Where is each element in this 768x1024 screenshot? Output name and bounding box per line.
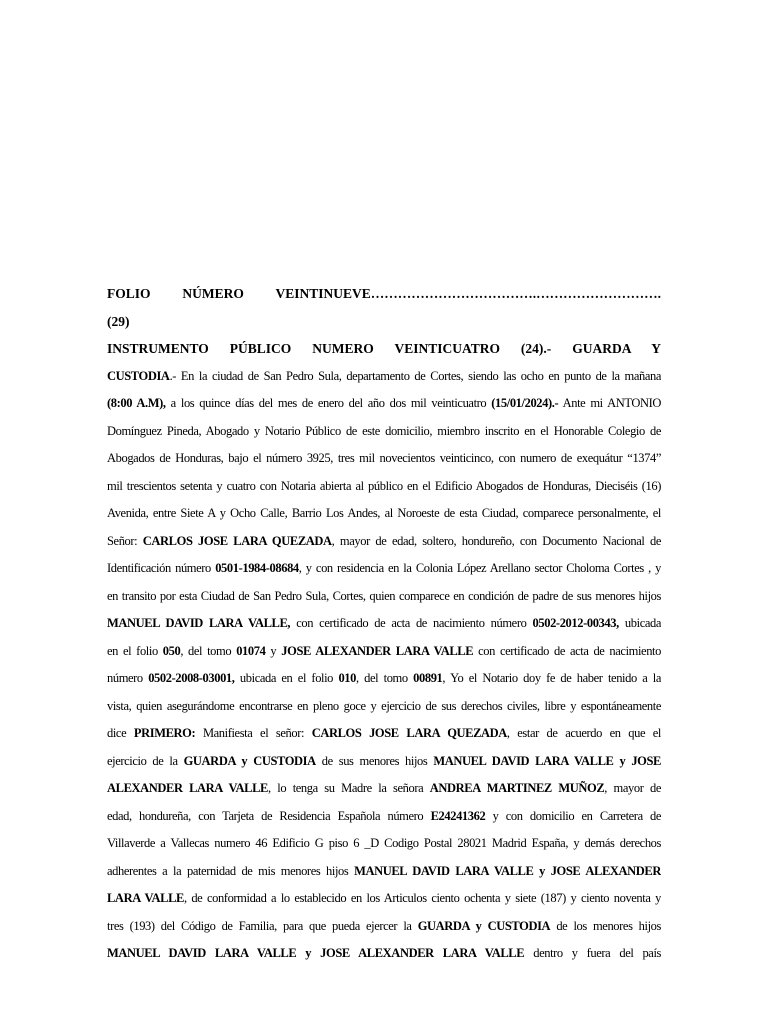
bold-text: (8:00 A.M), — [107, 396, 166, 410]
text-run: , estar de acuerdo en que el — [506, 726, 661, 740]
text-run: edad, hondureña, con Tarjeta de Residencia Española número — [107, 808, 431, 823]
text-run: Manifiesta el señor: — [195, 726, 312, 740]
text-run: ubicada en el folio — [234, 671, 339, 685]
bold-text: PRIMERO: — [133, 726, 196, 740]
bold-text: JOSE ALEXANDER LARA VALLE — [281, 643, 474, 658]
text-run: con certificado de acta de nacimiento — [473, 643, 661, 658]
text-run: con certificado de acta de nacimiento número — [290, 616, 533, 630]
bold-text: ANDREA MARTINEZ MUÑOZ — [429, 781, 605, 795]
text-run: , de conformidad a lo establecido en los Articulos ciento ochenta y siete (187) y ciento noventa y — [183, 891, 661, 905]
text-run: Ante mi ANTONIO — [558, 396, 661, 410]
bold-text: GUARDA y CUSTODIA — [417, 918, 551, 933]
text-run: Señor: — [107, 533, 143, 548]
text-run: a los quince días del mes de enero del año dos mil veinticuatro — [165, 396, 492, 410]
text-run: , del tomo — [356, 671, 414, 685]
paragraph-line — [107, 748, 661, 776]
text-run: , lo tenga su Madre la señora — [268, 781, 430, 795]
document-body — [107, 280, 661, 968]
bold-text: ALEXANDER LARA VALLE — [107, 781, 268, 795]
text-run: tres (193) del Código de Familia, para que pueda ejercer la — [107, 918, 418, 933]
text-run: adherentes a la paternidad de mis menores hijos — [107, 863, 355, 878]
paragraph-line — [107, 775, 661, 803]
paragraph-line — [107, 830, 661, 858]
text-run: en el folio — [107, 643, 163, 658]
folio-title: FOLIO NÚMERO VEINTINUEVE……………………………….………………………. — [107, 286, 661, 301]
paragraph-line — [107, 390, 661, 418]
paragraph-line — [107, 610, 661, 638]
paragraph-line — [107, 418, 661, 446]
bold-text: CARLOS JOSE LARA QUEZADA — [311, 726, 507, 740]
bold-text: LARA VALLE — [107, 891, 184, 905]
text-run: , mayor de — [604, 781, 661, 795]
paragraph-line — [107, 528, 661, 556]
text-run: mil trescientos setenta y cuatro con Notaria abierta al público en el Edificio Abogados de Honduras, Dieciséis (16) — [107, 478, 661, 493]
instrument-title: INSTRUMENTO PÚBLICO NUMERO VEINTICUATRO (24).- GUARDA Y — [107, 341, 661, 356]
bold-text: 0502-2008-03001, — [148, 671, 235, 685]
text-run: de sus menores hijos — [315, 753, 434, 768]
document-paragraph — [107, 363, 661, 968]
text-run: Avenida, entre Siete A y Ocho Calle, Barrio Los Andes, al Noroeste de esta Ciudad, comparece personalmente, el — [107, 506, 661, 520]
bold-text: MANUEL DAVID LARA VALLE y JOSE ALEXANDER — [354, 863, 661, 878]
bold-text: CARLOS JOSE LARA QUEZADA — [142, 533, 332, 548]
bold-text: 0501-1984-08684 — [215, 561, 299, 575]
paragraph-line — [107, 500, 661, 528]
paragraph-line — [107, 555, 661, 583]
text-run: , del tomo — [180, 643, 237, 658]
paragraph-line — [107, 885, 661, 913]
bold-text: CUSTODIA — [107, 368, 170, 383]
text-run: Abogados de Honduras, bajo el número 3925, tres mil novecientos veinticinco, con numero de exequátur “1374” — [107, 451, 661, 465]
text-run: y con domicilio en Carretera de — [485, 808, 661, 823]
paragraph-line — [107, 583, 661, 611]
paragraph-line — [107, 363, 661, 391]
text-run: Domínguez Pineda, Abogado y Notario Público de este domicilio, miembro inscrito en el Honorable Colegio de — [107, 423, 661, 438]
paragraph-line — [107, 913, 661, 941]
text-run: dentro y fuera del país — [524, 946, 661, 960]
paragraph-line — [107, 473, 661, 501]
text-run: dice — [107, 726, 134, 740]
bold-text: (15/01/2024).- — [491, 396, 559, 410]
paragraph-line — [107, 693, 661, 721]
bold-text: MANUEL DAVID LARA VALLE y JOSE — [433, 753, 661, 768]
paragraph-line — [107, 638, 661, 666]
bold-text: E24241362 — [430, 808, 486, 823]
text-run: número — [107, 671, 149, 685]
bold-text: MANUEL DAVID LARA VALLE, — [107, 616, 291, 630]
paragraph-line — [107, 803, 661, 831]
text-run: Villaverde a Vallecas numero 46 Edificio G piso 6 _D Codigo Postal 28021 Madrid España, y demás derechos — [107, 836, 661, 850]
bold-text: 010 — [338, 671, 357, 685]
bold-text: 00891 — [413, 671, 443, 685]
text-run: ejercicio de la — [107, 753, 184, 768]
paragraph-line — [107, 940, 661, 968]
bold-text: 0502-2012-00343, — [532, 616, 619, 630]
folio-number: (29) — [107, 313, 130, 329]
text-run: ubicada — [618, 616, 661, 630]
bold-text: GUARDA y CUSTODIA — [183, 753, 316, 768]
paragraph-line — [107, 445, 661, 473]
paragraph-line — [107, 720, 661, 748]
text-run: Identificación número — [107, 561, 216, 575]
text-run: , mayor de edad, soltero, hondureño, con Documento Nacional de — [331, 533, 661, 548]
bold-text: 050 — [162, 643, 181, 658]
text-run: en transito por esta Ciudad de San Pedro Sula, Cortes, quien comparece en condición de padre de sus menores hijos — [107, 588, 661, 603]
text-run: vista, quien asegurándome encontrarse en pleno goce y ejercicio de sus derechos civiles, libre y espontáneamente — [107, 698, 661, 713]
bold-text: MANUEL DAVID LARA VALLE y JOSE ALEXANDER LARA VALLE — [107, 946, 525, 960]
text-run: de los menores hijos — [550, 918, 661, 933]
paragraph-line — [107, 858, 661, 886]
text-run: y — [265, 643, 282, 658]
text-run: , Yo el Notario doy fe de haber tenido a la — [442, 671, 661, 685]
paragraph-line — [107, 665, 661, 693]
bold-text: 01074 — [236, 643, 266, 658]
text-run: .- En la ciudad de San Pedro Sula, departamento de Cortes, siendo las ocho en punto de la mañana — [169, 368, 661, 383]
text-run: , y con residencia en la Colonia López Arellano sector Choloma Cortes , y — [298, 561, 661, 575]
